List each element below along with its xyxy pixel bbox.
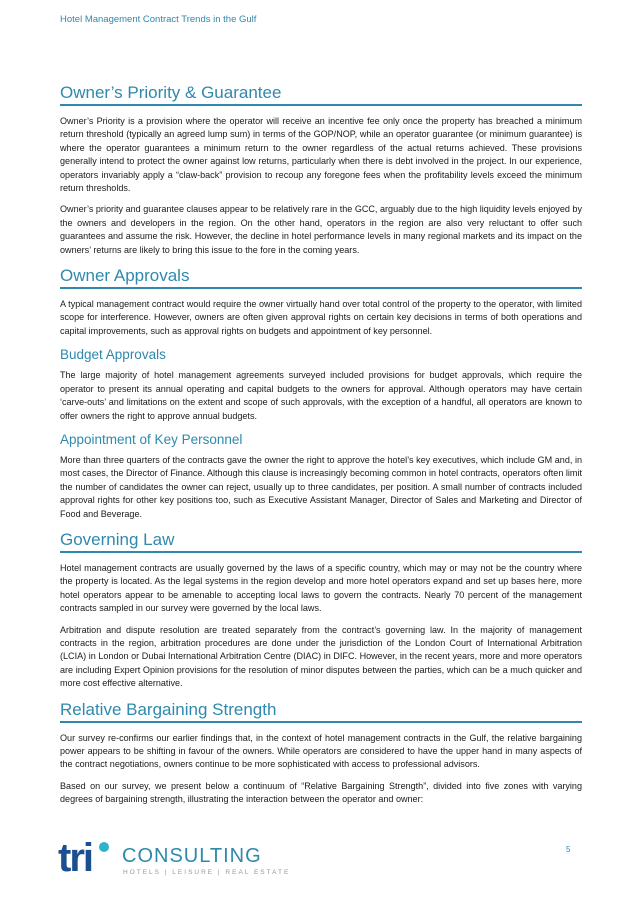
heading-owner-approvals: Owner Approvals [60, 266, 582, 289]
paragraph: Hotel management contracts are usually governed by the laws of a specific country, which may or may not be the country where the property is located. As the legal systems in the region develop and more hotel operators expand and set up bases here, more hotel operators appear to be amenable to accepting local laws to govern the contracts. Nearly 70 percent of the management contracts sampled in our survey were governed by the local laws. [60, 562, 582, 614]
heading-governing-law: Governing Law [60, 530, 582, 553]
paragraph: The large majority of hotel management agreements surveyed included provisions for budget approvals, which require the operator to present its annual operating and capital budgets to the owners for approval. Although operators may have certain ‘carve-outs’ and limitations on the extent and scope of such approvals, with the exception of a handful, all operators are known to offer owners the right to approve annual budgets. [60, 370, 582, 421]
main-content [60, 83, 582, 807]
paragraph: A typical management contract would require the owner virtually hand over total control of the property to the operator, with limited scope for interference. However, owners are often given approval rights on certain key decisions in terms of both operations and capital improvements, such as approval rights on budgets and appointment of key personnel. [60, 299, 582, 336]
paragraph: Owner’s priority and guarantee clauses appear to be relatively rare in the GCC, arguably due to the high liquidity levels enjoyed by the owners and developers in the region. On the other hand, operators in the region are also very reluctant to offer such guarantees and assume the risk. However, the decline in hotel performance levels in many regional markets and its impact on the owners’ returns are likely to bring this issue to the fore in the coming years. [60, 204, 582, 255]
tri-consulting-logo [58, 836, 298, 882]
logo-tri-mark: tri [58, 836, 92, 880]
heading-bargaining-strength: Relative Bargaining Strength [60, 700, 582, 723]
subheading-key-personnel: Appointment of Key Personnel [60, 431, 243, 447]
heading-owners-priority: Owner’s Priority & Guarantee [60, 83, 582, 106]
paragraph: Arbitration and dispute resolution are treated separately from the contract’s governing law. In the majority of management contracts in the region, arbitration procedures are done under the jurisdiction of the London Court of International Arbitration (LCIA) in London or Dubai International Arbitration Centre (DIAC) in DIFC. However, in the recent years, more and more operators are including Expert Opinion provisions for the resolution of minor disputes between the parties, which can be a much quicker and more cost effective alternative. [60, 624, 582, 689]
paragraph: More than three quarters of the contracts gave the owner the right to approve the hotel’s key executives, which include GM and, in most cases, the Director of Finance. Although this clause is increasingly becoming common in hotel contracts, operators often limit the number of candidates the owner can reject, usually up to three candidates, per position. A small number of contracts included approval rights for other key positions too, such as Executive Assistant Manager, Director of Sales and Marketing and Director of Food and Beverage. [60, 454, 582, 519]
paragraph: Owner’s Priority is a provision where the operator will receive an incentive fee only once the property has breached a minimum return threshold (typically an agreed lump sum) in terms of the GOP/NOP, while an operator guarantee (or minimum guarantee) is where the operator guarantees a minimum return to the owner regardless of the actual returns achieved. These provisions generally intend to protect the owner against low returns, particularly when there is debt involved in the project. In our experience, operators invariably apply a “claw-back” provision to recoup any foregone fees when the profitability levels exceed the minimum return thresholds. [60, 116, 582, 194]
running-header: Hotel Management Contract Trends in the Gulf [60, 14, 257, 25]
logo-tagline: HOTELS | LEISURE | REAL ESTATE [123, 869, 291, 876]
logo-wordmark: CONSULTING [122, 845, 262, 867]
subheading-budget-approvals: Budget Approvals [60, 347, 166, 363]
logo-dot-icon [99, 842, 109, 852]
paragraph: Our survey re-confirms our earlier findings that, in the context of hotel management contracts in the Gulf, the relative bargaining power appears to be shifting in favour of the owners. While operators are considered to have the upper hand in many aspects of the contract negotiations, owners continue to be more sophisticated with access to professional advisors. [60, 732, 582, 770]
page-number: 5 [566, 845, 571, 854]
paragraph: Based on our survey, we present below a continuum of “Relative Bargaining Strength”, divided into five zones with varying degrees of bargaining strength, illustrating the interaction between the operator and owner: [60, 780, 582, 805]
